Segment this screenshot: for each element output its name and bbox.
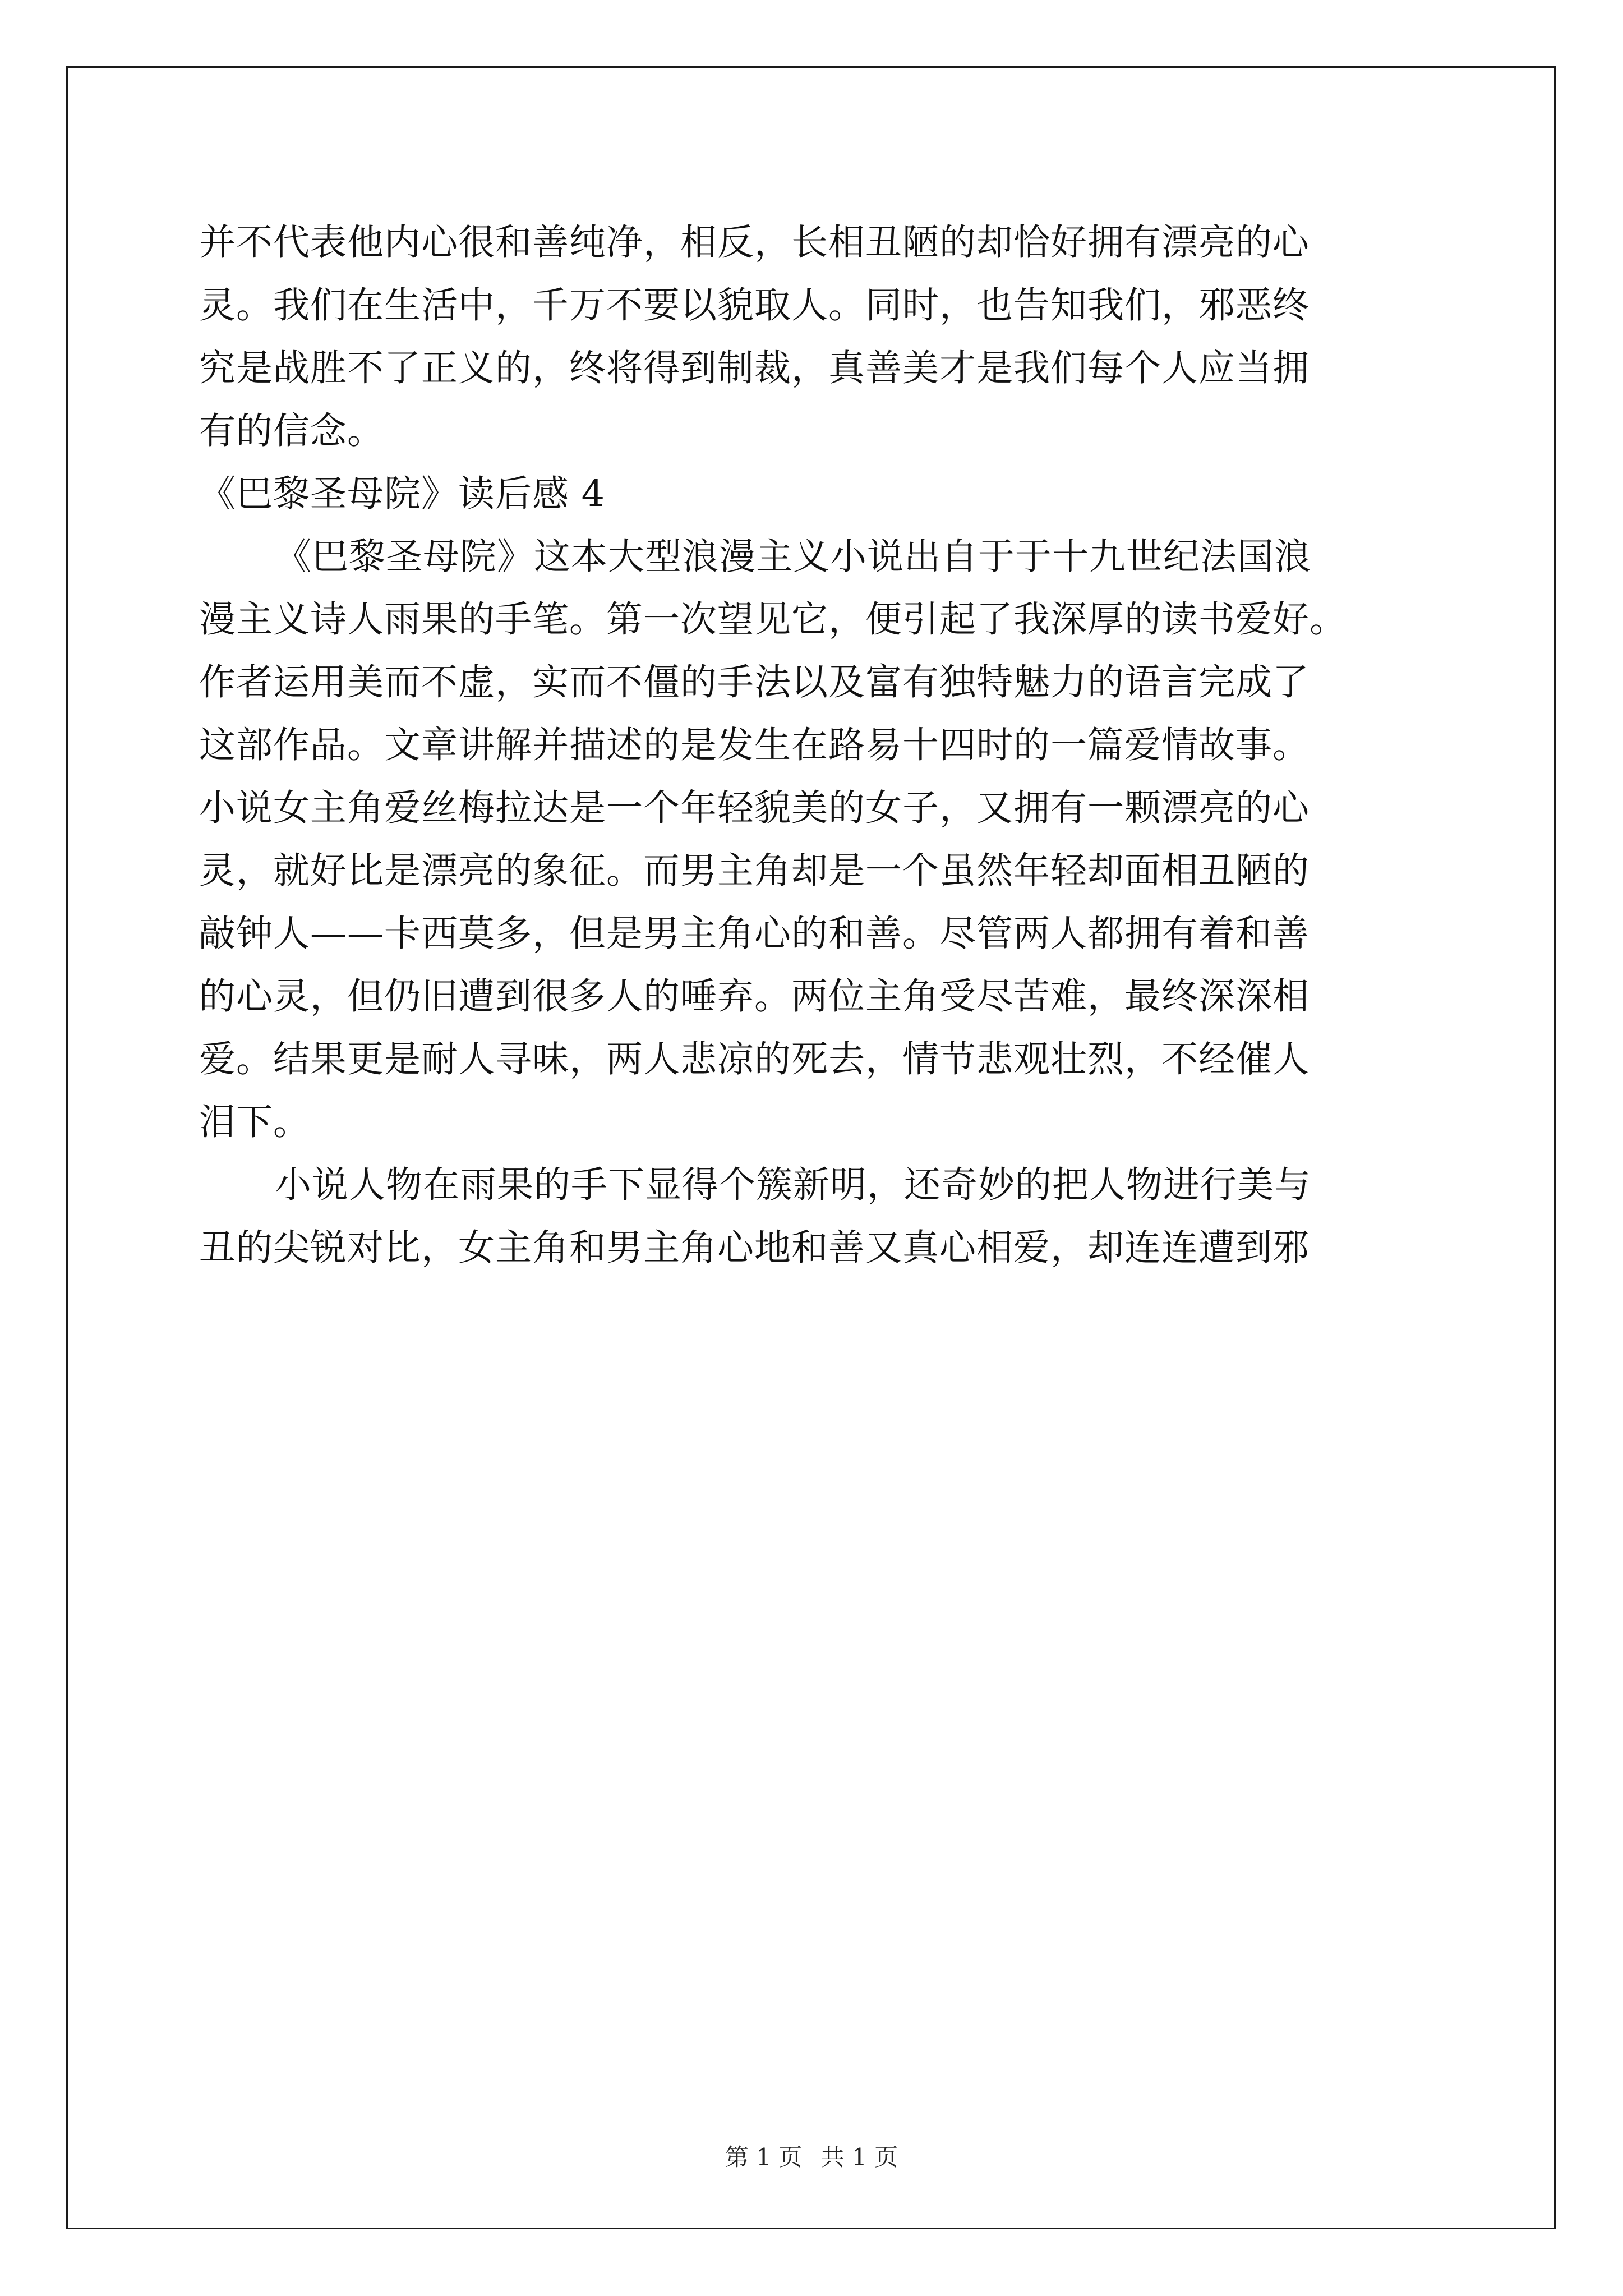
text-line: 有的信念。: [199, 410, 385, 452]
text-line: 敲钟人——卡西莫多，但是男主角心的和善。尽管两人都拥有着和善: [199, 913, 1310, 955]
text-line: 灵，就好比是漂亮的象征。而男主角却是一个虽然年轻却面相丑陋的: [199, 850, 1310, 892]
text-line: 《巴黎圣母院》这本大型浪漫主义小说出自于于十九世纪法国浪: [275, 536, 1312, 578]
text-line: 漫主义诗人雨果的手笔。第一次望见它，便引起了我深厚的读书爱好。: [199, 599, 1347, 641]
page-footer: [0, 2142, 1623, 2173]
text-line: 作者运用美而不虚，实而不僵的手法以及富有独特魅力的语言完成了: [199, 661, 1310, 703]
page-total: 共 1 页: [820, 2143, 898, 2171]
text-line: 灵。我们在生活中，千万不要以貌取人。同时，也告知我们，邪恶终: [199, 284, 1310, 326]
text-line: 泪下。: [199, 1101, 311, 1143]
section-heading: 《巴黎圣母院》读后感 4: [199, 473, 606, 515]
text-line: 小说女主角爱丝梅拉达是一个年轻貌美的女子，又拥有一颗漂亮的心: [199, 787, 1310, 829]
text-line: 并不代表他内心很和善纯净，相反，长相丑陋的却恰好拥有漂亮的心: [199, 222, 1310, 264]
document-body: [199, 211, 1427, 1280]
text-line: 的心灵，但仍旧遭到很多人的唾弃。两位主角受尽苦难，最终深深相: [199, 976, 1310, 1018]
text-line: 究是战胜不了正义的，终将得到制裁，真善美才是我们每个人应当拥: [199, 347, 1310, 389]
text-line: 爱。结果更是耐人寻味，两人悲凉的死去，情节悲观壮烈，不经催人: [199, 1038, 1310, 1080]
text-line: 小说人物在雨果的手下显得个簇新明，还奇妙的把人物进行美与: [275, 1164, 1312, 1206]
text-line: 丑的尖锐对比，女主角和男主角心地和善又真心相爱，却连连遭到邪: [199, 1227, 1310, 1269]
page-number: 第 1 页: [725, 2143, 803, 2171]
text-line: 这部作品。文章讲解并描述的是发生在路易十四时的一篇爱情故事。: [199, 724, 1310, 766]
